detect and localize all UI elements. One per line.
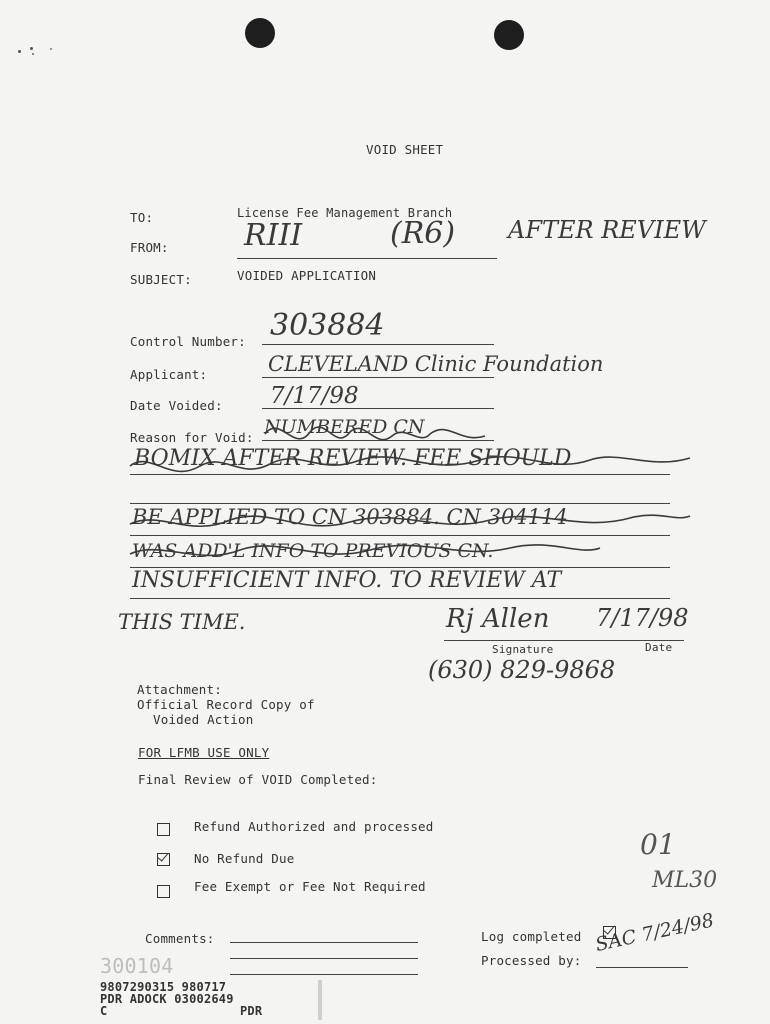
control-number-label: Control Number: (130, 334, 246, 349)
signature-label: Signature (492, 643, 554, 656)
applicant-label: Applicant: (130, 367, 208, 382)
no-refund-due-label: No Refund Due (194, 851, 295, 866)
reason-line-1: NUMBERED CN (264, 416, 425, 438)
comments-rule-3 (230, 974, 418, 975)
date-voided-rule (262, 408, 494, 409)
reason-label: Reason for Void: (130, 430, 254, 445)
final-review-label: Final Review of VOID Completed: (138, 772, 378, 787)
signature-name: Rj Allen (446, 604, 550, 634)
refund-authorized-label: Refund Authorized and processed (194, 819, 434, 834)
reason-line-3: BE APPLIED TO CN 303884. CN 304114 (132, 505, 568, 529)
doc-id-line-3-right: PDR (240, 1004, 263, 1018)
attachment-label: Attachment: (137, 682, 222, 697)
phone-number: (630) 829-9868 (428, 656, 616, 684)
applicant-rule (262, 377, 494, 378)
page-title: VOID SHEET (366, 142, 444, 157)
refund-authorized-checkbox[interactable] (157, 823, 170, 836)
speckle-marks (14, 44, 64, 56)
to-value: License Fee Management Branch (237, 206, 453, 220)
from-value: RIII (244, 218, 303, 253)
scribble-strike-1 (130, 414, 690, 494)
date-voided-label: Date Voided: (130, 398, 223, 413)
fee-exempt-label: Fee Exempt or Fee Not Required (194, 879, 426, 894)
subject-value: VOIDED APPLICATION (237, 268, 377, 283)
comments-rule-2 (230, 958, 418, 959)
from-rule (237, 258, 497, 259)
reason-line-6: THIS TIME. (118, 610, 246, 634)
date-voided-value: 7/17/98 (270, 383, 359, 409)
to-label: TO: (130, 210, 154, 225)
punch-hole-right (494, 20, 524, 50)
reason-rule-6 (130, 598, 670, 599)
from-note: AFTER REVIEW (508, 216, 706, 244)
processed-by-label: Processed by: (481, 953, 582, 968)
from-extra: (R6) (390, 216, 456, 251)
margin-note-1: 01 (640, 828, 676, 861)
log-completed-label: Log completed (481, 929, 582, 944)
scribble-strike-2 (130, 502, 690, 572)
subject-label: SUBJECT: (130, 272, 192, 287)
control-number-value: 303884 (270, 308, 385, 343)
signature-date-label: Date (645, 641, 673, 654)
punch-hole-left (245, 18, 275, 48)
signature-date: 7/17/98 (596, 604, 689, 632)
control-number-rule (262, 344, 494, 345)
processed-by-rule (596, 967, 688, 968)
processed-by-value: SAC 7/24/98 (593, 909, 716, 956)
no-refund-due-checkbox[interactable] (157, 853, 170, 866)
reason-line-2: BOMIX AFTER REVIEW. FEE SHOULD (134, 446, 572, 471)
margin-note-2: ML30 (652, 868, 718, 893)
reason-line-5: INSUFFICIENT INFO. TO REVIEW AT (132, 568, 562, 593)
doc-id-line-2: PDR ADOCK 03002649 (100, 992, 234, 1006)
faint-stamp-number: 300104 (100, 954, 174, 978)
lfmb-heading: FOR LFMB USE ONLY (138, 745, 270, 760)
reason-line-4: WAS ADD'L INFO TO PREVIOUS CN. (132, 540, 494, 562)
from-label: FROM: (130, 240, 169, 255)
attachment-line-1: Official Record Copy of (137, 697, 315, 712)
comments-rule-1 (230, 942, 418, 943)
doc-id-line-3-left: C (100, 1004, 108, 1018)
comments-label: Comments: (145, 931, 215, 946)
applicant-value: CLEVELAND Clinic Foundation (268, 352, 604, 376)
attachment-line-2: Voided Action (153, 712, 254, 727)
fee-exempt-checkbox[interactable] (157, 885, 170, 898)
scan-smudge (318, 980, 322, 1020)
doc-id-line-1: 9807290315 980717 (100, 980, 227, 994)
